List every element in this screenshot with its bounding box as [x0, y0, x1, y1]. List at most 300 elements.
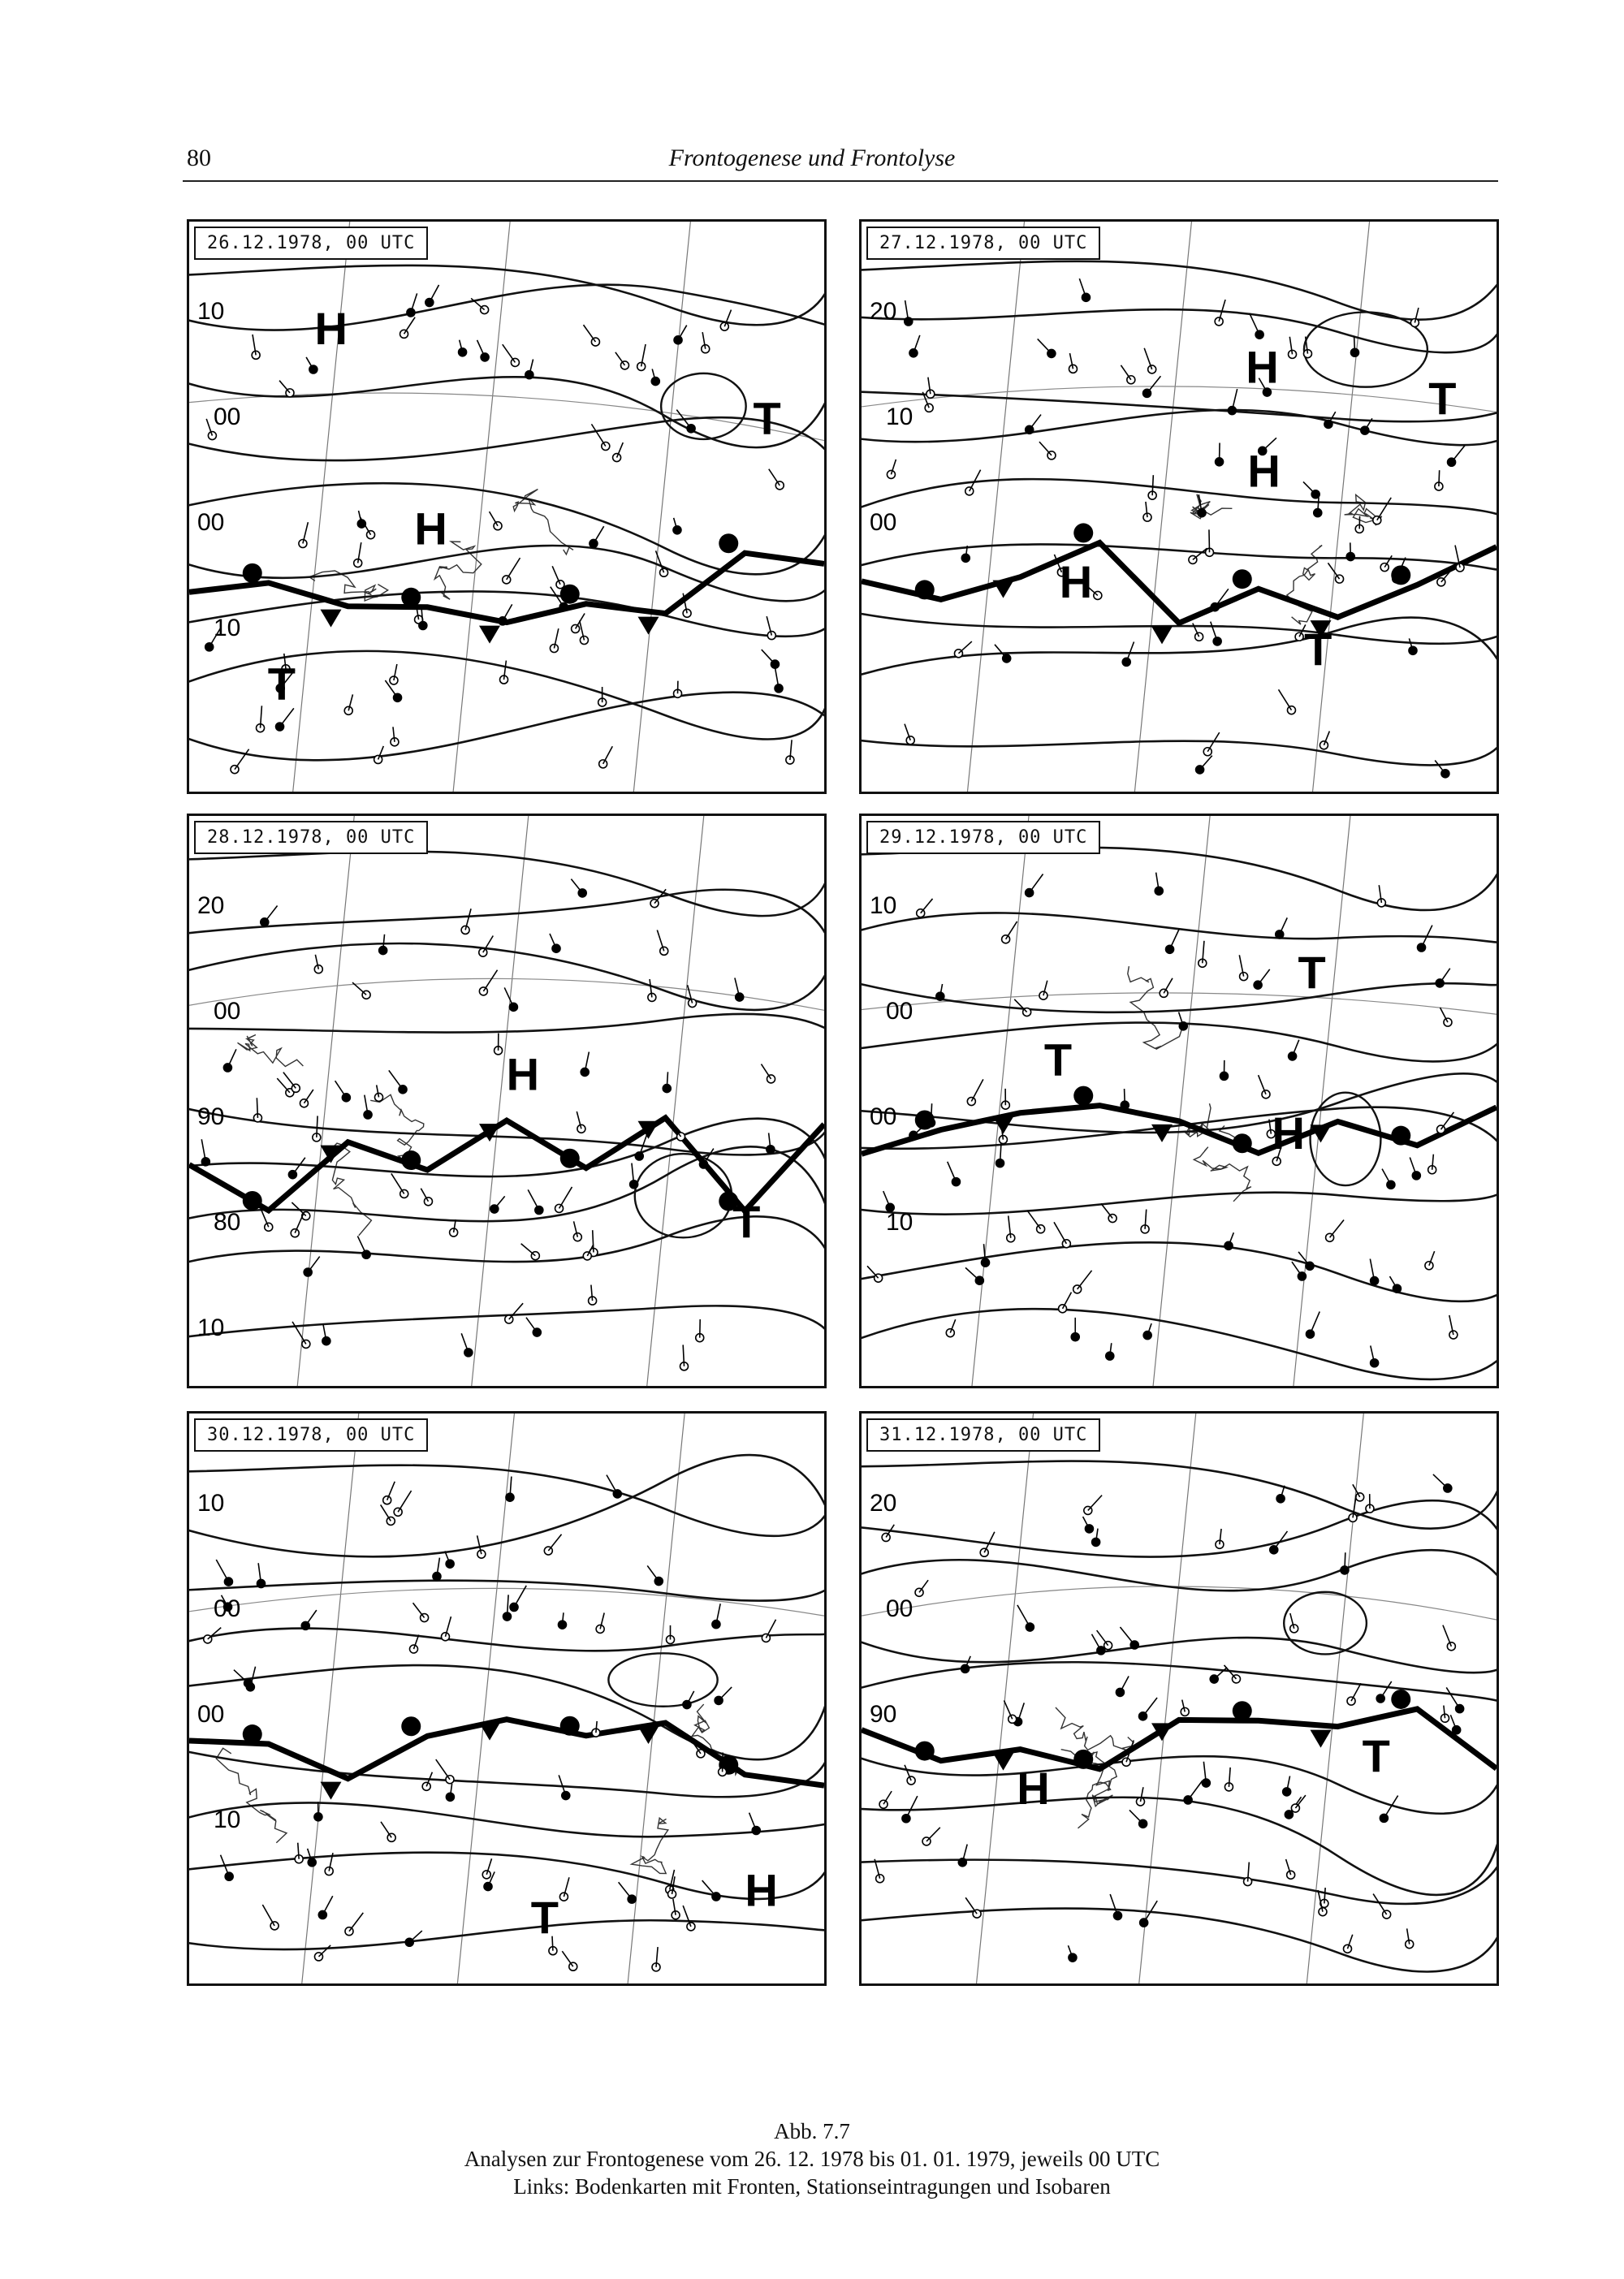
wind-barb [495, 1196, 505, 1209]
warm-front-symbol [1073, 1086, 1093, 1106]
wind-barb [216, 1560, 228, 1582]
wind-barb [357, 1236, 366, 1254]
wind-barb [227, 1049, 235, 1068]
station-circle [309, 365, 317, 373]
station-circle [907, 1776, 915, 1785]
wind-barb [1439, 470, 1440, 486]
wind-barb [503, 344, 516, 362]
station-circle [503, 576, 511, 584]
wind-barb [919, 1580, 928, 1592]
station-circle [409, 1645, 417, 1653]
isobar-value-label: 00 [870, 509, 897, 536]
wind-barb [381, 1504, 391, 1521]
station-circle [946, 1329, 954, 1337]
wind-barb [1440, 969, 1450, 983]
station-circle [387, 1833, 395, 1841]
isobar-value-label: 00 [214, 998, 241, 1025]
wind-barb [1144, 348, 1151, 369]
wind-barb [322, 1896, 332, 1914]
low-pressure-label: T [267, 658, 296, 710]
warm-front-symbol [1073, 1750, 1093, 1769]
weather-map-3 [187, 814, 827, 1388]
figure-caption-line-1: Analysen zur Frontogenese vom 26. 12. 1978 bis 01. 01. 1979, jeweils 00 UTC [464, 2147, 1160, 2171]
high-pressure-label: H [1247, 445, 1281, 497]
isobar [862, 1242, 1497, 1301]
isobar [862, 969, 1497, 1012]
isobar-value-label: 10 [886, 1209, 914, 1236]
weather-map-5 [187, 1411, 827, 1986]
wind-barb [576, 614, 585, 629]
isobar [189, 1216, 824, 1266]
low-pressure-label: T [530, 1892, 559, 1944]
wind-barb [995, 645, 1007, 658]
isobar-value-label: 00 [214, 404, 241, 430]
meridian-line [967, 222, 1024, 792]
wind-barb [521, 1244, 536, 1256]
isobar [862, 1854, 1497, 1904]
cold-front-symbol [993, 1753, 1014, 1771]
station-circle [479, 987, 487, 995]
wind-barb [647, 1565, 659, 1581]
wind-barb [965, 1267, 979, 1280]
high-pressure-label: H [1272, 1107, 1305, 1159]
station-circle [573, 1233, 581, 1241]
wind-barb [526, 1318, 537, 1332]
station-circle [394, 1508, 402, 1516]
station-circle [1383, 1910, 1391, 1919]
wind-barb [1443, 1625, 1451, 1647]
cold-front-symbol [1311, 1730, 1332, 1748]
isobar-value-label: 80 [214, 1209, 241, 1236]
wind-barb [584, 325, 596, 342]
wind-barb [1250, 313, 1259, 335]
high-pressure-label: H [314, 302, 348, 354]
warm-front-symbol [1391, 1690, 1410, 1709]
wind-barb [1129, 1810, 1143, 1824]
wind-barb [1354, 336, 1355, 353]
station-circle [689, 999, 697, 1008]
station-circle [499, 617, 507, 625]
wind-barb [683, 1906, 691, 1927]
meridian-line [1134, 222, 1191, 792]
wind-barb [1193, 548, 1207, 559]
wind-barb [265, 906, 278, 922]
isobar-value-label: 10 [214, 615, 241, 641]
wind-barb [1164, 978, 1173, 994]
isobar-value-label: 00 [886, 1595, 914, 1622]
warm-front-symbol [1073, 523, 1093, 542]
wind-barb [1017, 1605, 1030, 1627]
isobar-value-label: 10 [214, 1806, 241, 1833]
isobar [862, 913, 1497, 942]
station-circle [1113, 1912, 1121, 1920]
isobar [189, 1105, 824, 1155]
isobar [862, 1023, 1497, 1062]
station-circle [1361, 426, 1369, 434]
station-circle [1347, 1697, 1355, 1705]
isobar-value-label: 00 [197, 1701, 225, 1728]
station-circle [1140, 1919, 1148, 1927]
station-circle [446, 1776, 454, 1784]
isobar [862, 1790, 1497, 1895]
wind-barb [280, 708, 294, 727]
isobar-value-label: 90 [197, 1103, 225, 1130]
isobar [189, 377, 824, 447]
station-circle [223, 1064, 231, 1072]
meridian-line [1139, 1414, 1196, 1983]
station-circle [1418, 943, 1426, 952]
station-circle [509, 1003, 517, 1011]
warm-front-symbol [243, 1724, 262, 1744]
wind-barb [1120, 1676, 1129, 1692]
high-pressure-label: H [745, 1864, 778, 1916]
station-circle [291, 1229, 299, 1237]
isobar [862, 1309, 1497, 1379]
wind-barb [277, 1078, 290, 1093]
station-circle [556, 581, 564, 589]
wind-barb [1170, 929, 1180, 949]
closed-isobar [661, 373, 746, 439]
warm-front-symbol [915, 1742, 935, 1761]
wind-barb [548, 1534, 561, 1551]
station-circle [555, 1204, 564, 1212]
wind-barb [1110, 1894, 1117, 1915]
station-circle [1393, 1284, 1401, 1293]
station-circle [602, 442, 610, 451]
warm-front-symbol [401, 588, 421, 607]
closed-isobar [608, 1653, 717, 1706]
figure-number: Abb. 7.7 [774, 2119, 850, 2143]
wind-barb [292, 1158, 304, 1175]
wind-barb [509, 1303, 523, 1319]
station-circle [876, 1875, 884, 1883]
cold-front-symbol [321, 1782, 342, 1800]
wind-barb [769, 469, 780, 486]
wind-barb [1088, 1496, 1102, 1511]
wind-barb [1091, 1634, 1100, 1651]
isobar-value-label: 00 [870, 1103, 897, 1130]
station-circle [882, 1533, 890, 1541]
meridian-line [972, 816, 1029, 1386]
isobar-value-label: 10 [197, 1314, 225, 1341]
cold-front-symbol [993, 581, 1014, 598]
station-circle [1456, 1705, 1464, 1713]
meridian-line [977, 1414, 1034, 1983]
weather-map-drawing [862, 222, 1497, 792]
wind-barb [971, 1079, 983, 1101]
station-circle [1387, 1181, 1395, 1189]
wind-barb [948, 1162, 957, 1182]
wind-barb [1030, 415, 1041, 430]
coastline [1056, 1707, 1134, 1750]
coastline [238, 1035, 304, 1067]
wind-barb [1121, 365, 1130, 380]
wind-barb [762, 650, 775, 664]
wind-barb [603, 746, 613, 764]
isobar-value-label: 10 [197, 298, 225, 325]
station-circle [1285, 1811, 1293, 1819]
station-circle [224, 1578, 232, 1586]
station-circle [1412, 1172, 1420, 1180]
isobar [189, 1664, 824, 1759]
coastline [1190, 494, 1233, 519]
station-circle [683, 1701, 691, 1709]
wind-barb [1030, 874, 1043, 892]
wind-barb [413, 1603, 425, 1617]
isobar [862, 391, 1497, 421]
wind-barb [1006, 922, 1017, 939]
wind-barb [387, 1482, 395, 1500]
wind-barb [1014, 999, 1026, 1012]
map-date-label: 27.12.1978, 00 UTC [866, 227, 1100, 260]
wind-barb [1259, 1075, 1266, 1094]
station-circle [958, 1858, 966, 1867]
cold-front-symbol [321, 610, 342, 628]
wind-barb [1351, 1683, 1361, 1701]
station-circle [980, 1548, 988, 1556]
isobar [189, 1850, 824, 1899]
wind-barb [398, 1491, 411, 1512]
wind-barb [1200, 756, 1212, 770]
isobar [862, 734, 1497, 765]
high-pressure-label: H [1246, 341, 1279, 393]
wind-barb [208, 1628, 221, 1639]
wind-barb [295, 1212, 304, 1233]
cold-front-symbol [638, 617, 659, 635]
station-circle [887, 470, 895, 478]
station-circle [1160, 989, 1168, 997]
wind-barb [1298, 1252, 1310, 1266]
station-circle [1393, 575, 1401, 583]
low-pressure-label: T [1043, 1034, 1073, 1086]
isobar [189, 847, 824, 916]
wind-barb [594, 526, 604, 543]
low-pressure-label: T [753, 392, 781, 444]
wind-barb [1209, 529, 1210, 552]
warm-front-symbol [401, 1716, 421, 1736]
weather-map-drawing [189, 1414, 824, 1983]
wind-barb [528, 1189, 539, 1210]
station-circle [482, 1871, 490, 1879]
station-circle [925, 404, 933, 412]
isobar [189, 1920, 824, 1949]
isobar [189, 890, 824, 953]
wind-barb [619, 1882, 633, 1899]
wind-barb [571, 879, 582, 893]
wind-barb [1377, 498, 1391, 520]
wind-barb [504, 987, 513, 1007]
station-circle [1410, 319, 1419, 327]
isobar-value-label: 10 [886, 404, 914, 430]
isobar [862, 1909, 1497, 1972]
station-circle [1336, 575, 1344, 583]
wind-barb [1292, 1262, 1302, 1276]
wind-barb [1078, 1271, 1092, 1289]
cold-front-symbol [479, 626, 500, 644]
warm-front-symbol [1233, 1701, 1252, 1720]
wind-barb [1446, 1687, 1459, 1708]
weather-map-6 [859, 1411, 1499, 1986]
isobar-value-label: 20 [197, 892, 225, 919]
wind-barb [490, 511, 498, 526]
coastline [513, 490, 573, 555]
station-circle [459, 348, 467, 356]
front-line [189, 553, 824, 622]
warm-front-symbol [1233, 1133, 1252, 1153]
weather-map-drawing [189, 222, 824, 792]
warm-front-symbol [719, 533, 738, 553]
wind-barb [262, 1905, 274, 1926]
high-pressure-label: H [1017, 1763, 1050, 1815]
wind-barb [430, 285, 439, 303]
station-circle [1195, 632, 1203, 641]
station-circle [484, 1883, 492, 1891]
wind-barb [483, 970, 497, 991]
wind-barb [591, 424, 605, 446]
isobar [862, 1500, 1497, 1556]
wind-barb [615, 352, 625, 365]
station-circle [973, 1910, 981, 1918]
cold-front-symbol [1151, 626, 1173, 644]
station-circle [720, 322, 728, 330]
weather-map-2 [859, 219, 1499, 794]
isobar [189, 417, 824, 460]
front-line [862, 1709, 1497, 1769]
wind-barb [1038, 339, 1052, 353]
wind-barb [436, 1759, 450, 1780]
low-pressure-label: T [1298, 947, 1326, 999]
coastline [1128, 966, 1182, 1049]
parallel-line [189, 1588, 824, 1616]
isobar [862, 1755, 1497, 1813]
parallel-line [189, 978, 824, 1010]
warm-front-symbol [401, 1150, 421, 1170]
wind-barb [1373, 1894, 1387, 1914]
wind-barb [503, 604, 512, 621]
isobar [862, 410, 1497, 445]
wind-barb [507, 558, 520, 580]
station-circle [906, 736, 914, 745]
wind-barb [1435, 761, 1445, 774]
cold-front-symbol [638, 1726, 659, 1744]
station-circle [775, 481, 784, 490]
meridian-line [1153, 816, 1210, 1386]
wind-barb [1101, 1203, 1112, 1218]
warm-front-symbol [243, 1191, 262, 1211]
wind-barb [1433, 1474, 1448, 1488]
wind-barb [552, 566, 560, 585]
wind-barb [1330, 1220, 1344, 1238]
warm-front-symbol [915, 580, 935, 599]
wind-barb [1310, 1311, 1320, 1334]
weather-map-drawing [862, 816, 1497, 1386]
isobar [862, 1458, 1497, 1528]
isobar-value-label: 00 [886, 998, 914, 1025]
isobar [189, 1581, 824, 1601]
warm-front-symbol [1233, 569, 1252, 589]
high-pressure-label: H [1059, 555, 1093, 607]
parallel-line [862, 1586, 1497, 1620]
low-pressure-label: T [1304, 623, 1332, 675]
station-circle [1069, 1953, 1077, 1962]
wind-barb [389, 1070, 403, 1089]
wind-barb [906, 1796, 918, 1819]
isobar-value-label: 90 [870, 1701, 897, 1728]
page-number: 80 [187, 145, 211, 171]
weather-map-drawing [189, 816, 824, 1386]
isobar [189, 483, 824, 574]
wind-barb [1382, 1169, 1391, 1185]
wind-barb [1054, 1222, 1066, 1243]
station-circle [301, 1621, 309, 1629]
meridian-line [472, 816, 529, 1386]
isobar [189, 1306, 824, 1345]
station-circle [1324, 420, 1332, 428]
high-pressure-label: H [506, 1048, 540, 1100]
isobar-value-label: 10 [870, 892, 897, 919]
high-pressure-label: H [414, 503, 447, 555]
isobar-value-label: 10 [197, 1490, 225, 1517]
isobar-value-label: 00 [214, 1595, 241, 1622]
station-circle [1290, 1625, 1298, 1633]
coastline [632, 1818, 668, 1873]
wind-barb [279, 381, 290, 393]
station-circle [965, 487, 974, 495]
wind-barb [1279, 689, 1292, 710]
wind-barb [1380, 1681, 1392, 1698]
wind-barb [761, 1064, 771, 1079]
wind-barb [1258, 969, 1270, 985]
station-circle [342, 1094, 350, 1102]
wind-barb [958, 641, 971, 654]
wind-barb [381, 1822, 391, 1838]
wind-barb [304, 1090, 313, 1103]
isobar [862, 479, 1497, 518]
wind-barb [1063, 1293, 1072, 1309]
isobar [189, 1625, 824, 1651]
meridian-line [302, 1414, 359, 1983]
station-circle [952, 1178, 960, 1186]
wind-barb [1147, 376, 1161, 393]
wind-barb [1097, 1630, 1108, 1646]
wind-barb [559, 1187, 572, 1208]
low-pressure-label: T [1362, 1729, 1390, 1781]
header-rule [183, 180, 1498, 182]
map-date-label: 28.12.1978, 00 UTC [194, 821, 428, 854]
wind-barb [404, 317, 416, 335]
wind-barb [562, 1951, 572, 1966]
map-date-label: 29.12.1978, 00 UTC [866, 821, 1100, 854]
wind-barb [926, 1828, 940, 1841]
station-circle [422, 1782, 430, 1790]
warm-front-symbol [243, 563, 262, 583]
wind-barb [1188, 1780, 1203, 1800]
weather-map-1 [187, 219, 827, 794]
wind-barb [335, 1081, 347, 1098]
wind-barb [1452, 445, 1466, 462]
wind-barb [1027, 1211, 1040, 1229]
low-pressure-label: T [1428, 373, 1457, 425]
isobar-value-label: 20 [870, 1490, 897, 1517]
warm-front-symbol [560, 1149, 580, 1168]
wind-barb [318, 1945, 330, 1957]
map-date-label: 30.12.1978, 00 UTC [194, 1418, 428, 1452]
station-circle [374, 755, 382, 763]
warm-front-symbol [560, 1716, 580, 1736]
map-date-label: 31.12.1978, 00 UTC [866, 1418, 1100, 1452]
wind-barb [391, 1173, 404, 1193]
weather-map-4 [859, 814, 1499, 1388]
